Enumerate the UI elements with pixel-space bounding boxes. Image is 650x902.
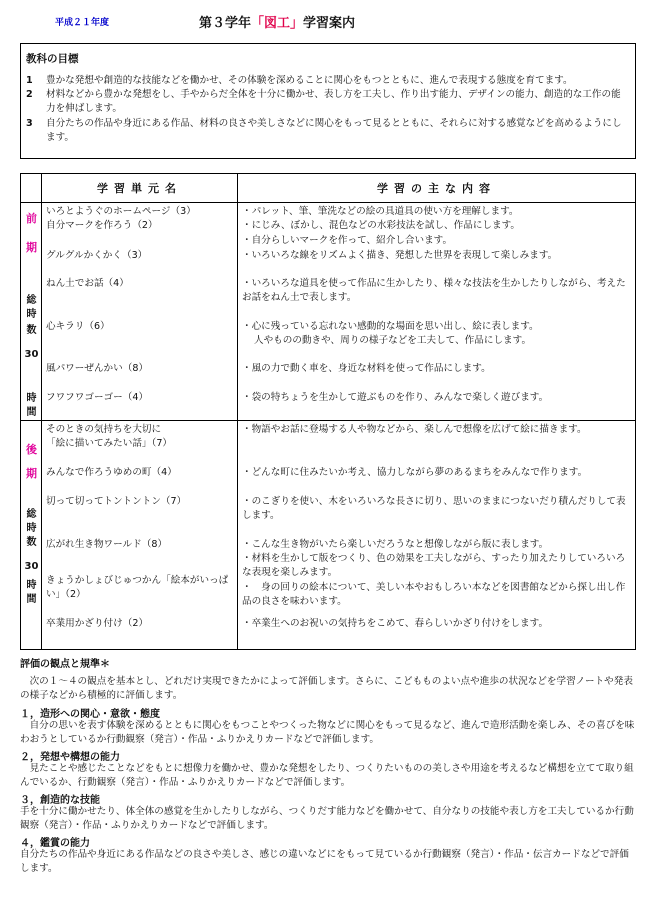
content-line: ・心に残っている忘れない感動的な場面を思い出し、絵に表します。: [242, 321, 539, 332]
goal-number: 3: [26, 118, 33, 129]
page-header: [38, 11, 638, 31]
hours-char: 数: [26, 325, 37, 336]
content-line: ・にじみ、ぼかし、混色などの水彩技法を試し、作品にします。: [242, 220, 521, 231]
learning-plan-table: [20, 173, 636, 650]
unit-name: 心キラリ（6）: [46, 321, 110, 332]
unit-name: そのときの気持ちを大切に: [46, 424, 162, 435]
column-header-content: 学習の主な内容: [238, 174, 636, 203]
title-prefix: 第３学年: [199, 16, 252, 31]
hours-char: 総: [26, 295, 37, 306]
hours-char: 時: [26, 393, 37, 404]
unit-name: いろとようぐのホームページ（3）: [46, 206, 196, 217]
criterion-title: ２，発想や構想の能力: [20, 752, 120, 763]
goal-item: [26, 88, 626, 115]
content-line: ・風の力で動く車を、身近な材料を使って作品にします。: [242, 363, 491, 374]
hours-char: 30: [24, 349, 39, 360]
content-line: ・いろいろな道具を使って作品に生かしたり、様々な技法を生かしたりしながら、考えたお話をねん土で表します。: [242, 278, 626, 303]
subject-goals-box: [20, 43, 636, 159]
content-line: ・こんな生き物がいたら楽しいだろうなと想像しながら版に表します。: [242, 539, 549, 550]
content-line: 人やものの動きや、周りの様子などを工夫して、作品にします。: [254, 335, 532, 346]
hours-char: 総: [26, 509, 37, 520]
second-term-units: [42, 421, 238, 650]
term-char: 後: [26, 443, 37, 456]
hours-char: 時: [26, 309, 37, 320]
content-line: ・どんな町に住みたいか考え、協力しながら夢のあるまちをみんなで作ります。: [242, 467, 588, 478]
second-term-contents: [238, 421, 636, 650]
content-line: ・物語やお話に登場する人や物などから、楽しんで想像を広げて絵に描きます。: [242, 424, 587, 435]
criterion-text: 見たことや感じたことなどをもとに想像力を働かせ、豊かな発想をしたり、つくりたいものの美しさや用途を考えるなど構想を立てて取り組んでいるか、行動観察（発言）・作品・ふりかえりカードなどで評価します。: [20, 763, 634, 788]
first-term-label: [21, 203, 42, 421]
goal-text: 自分たちの作品や身近にある作品、材料の良さや美しさなどに関心をもって見るとともに、それらに対する感覚などを高めるようにします。: [46, 118, 622, 143]
hours-char: 間: [26, 594, 37, 605]
hours-char: 間: [26, 407, 37, 418]
content-line: ・材料を生かして版をつくり、色の効果を工夫しながら、すったり加えたりしていろいろな表現を楽しみます。: [242, 553, 626, 578]
term-char: 前: [26, 212, 37, 225]
unit-name: 自分マークを作ろう（2）: [46, 220, 158, 231]
criterion-text: 自分の思いを表す体験を深めるとともに関心をもつことやつくった物などに関心をもって見るなど、進んで造形活動を楽しみ、その喜びを味わおうとしているか行動観察（発言）・作品・ふりかえりカードなどで評価します。: [20, 720, 635, 745]
goal-number: 1: [26, 75, 33, 86]
evaluation-intro: 次の１～４の観点を基本とし、どれだけ実現できたかによって評価します。さらに、こどもものよい点や進歩の状況などを学習ノートや発表の様子などから積極的に評価します。: [20, 676, 633, 701]
criterion-text: 自分たちの作品や身近にある作品などの良さや美しさ、感じの違いなどにをもって見ているか行動観察（発言）・作品・伝言カードなどで評価します。: [20, 849, 629, 874]
criterion-title: ３，創造的な技能: [20, 795, 100, 806]
unit-name: フワフワゴーゴー（4）: [46, 392, 149, 403]
goal-item: [26, 117, 626, 144]
content-line: ・袋の特ちょうを生かして遊ぶものを作り、みんなで楽しく遊びます。: [242, 392, 549, 403]
evaluation-heading: 評価の観点と規準＊: [20, 659, 110, 670]
title-subject: 「図工」: [251, 16, 304, 31]
first-term-units: [42, 203, 238, 421]
unit-name: 風パワーぜんかい（8）: [46, 363, 149, 374]
term-char: 期: [26, 467, 37, 480]
goals-heading: 教科の目標: [26, 53, 79, 65]
title-suffix: 学習案内: [303, 16, 356, 31]
content-line: ・いろいろな線をリズムよく描き、発想した世界を表現して楽しみます。: [242, 250, 558, 261]
school-year: 平成２１年度: [55, 18, 110, 28]
content-line: ・パレット、筆、筆洗などの絵の具道具の使い方を理解します。: [242, 206, 519, 217]
unit-name: きょうかしょびじゅつかん「絵本がいっぱい」（2）: [46, 575, 229, 600]
goal-text: 材料などから豊かな発想をし、手やからだ全体を十分に働かせ、表し方を工夫し、作り出す能力、デザインの能力、創造的な工作の能力を伸ばします。: [46, 89, 621, 114]
criterion-title: ４，鑑賞の能力: [20, 838, 90, 849]
term-char: 期: [26, 241, 37, 254]
table-header-row: [21, 174, 636, 203]
hours-char: 時: [26, 580, 37, 591]
goal-number: 2: [26, 89, 33, 100]
content-line: ・ 身の回りの絵本について、美しい本やおもしろい本などを図書館などから探し出し作品の良さを味わいます。: [242, 582, 626, 607]
content-line: ・自分らしいマークを作って、紹介し合います。: [242, 235, 453, 246]
hours-char: 時: [26, 523, 37, 534]
unit-name: 卒業用かざり付け（2）: [46, 618, 149, 629]
content-line: ・のこぎりを使い、木をいろいろな長さに切り、思いのままにつないだり積んだりして表します。: [242, 496, 626, 521]
goal-text: 豊かな発想や創造的な技能などを働かせ、その体験を深めることに関心をもつとともに、進んで表現する態度を育てます。: [46, 75, 573, 86]
unit-name: グルグルかくかく（3）: [46, 250, 148, 261]
first-term-contents: [238, 203, 636, 421]
goal-item: [26, 74, 626, 88]
content-line: ・卒業生へのお祝いの気持ちをこめて、春らしいかざり付けをします。: [242, 618, 549, 629]
unit-name: 「絵に描いてみたい話」（7）: [46, 438, 173, 449]
unit-name: 切って切ってトントントン（7）: [46, 496, 187, 507]
criterion-title: １，造形への関心・意欲・態度: [20, 709, 160, 720]
column-header-unit: 学習単元名: [42, 174, 238, 203]
unit-name: ねん土でお話（4）: [46, 278, 129, 289]
corner-cell: [21, 174, 42, 203]
criterion-text: 手を十分に働かせたり、体全体の感覚を生かしたりしながら、つくりだす能力などを働かせて、自分なりの技能や表し方を工夫しているか行動観察（発言）・作品・ふりかえりカードなどで評価します。: [20, 806, 634, 831]
unit-name: みんなで作ろうゆめの町（4）: [46, 467, 177, 478]
unit-name: 広がれ生き物ワールド（8）: [46, 539, 168, 550]
hours-char: 数: [26, 537, 37, 548]
second-term-label: [21, 421, 42, 650]
second-term-row: [21, 421, 636, 650]
hours-char: 30: [24, 561, 39, 572]
first-term-row: [21, 203, 636, 421]
page-title: [199, 12, 355, 31]
